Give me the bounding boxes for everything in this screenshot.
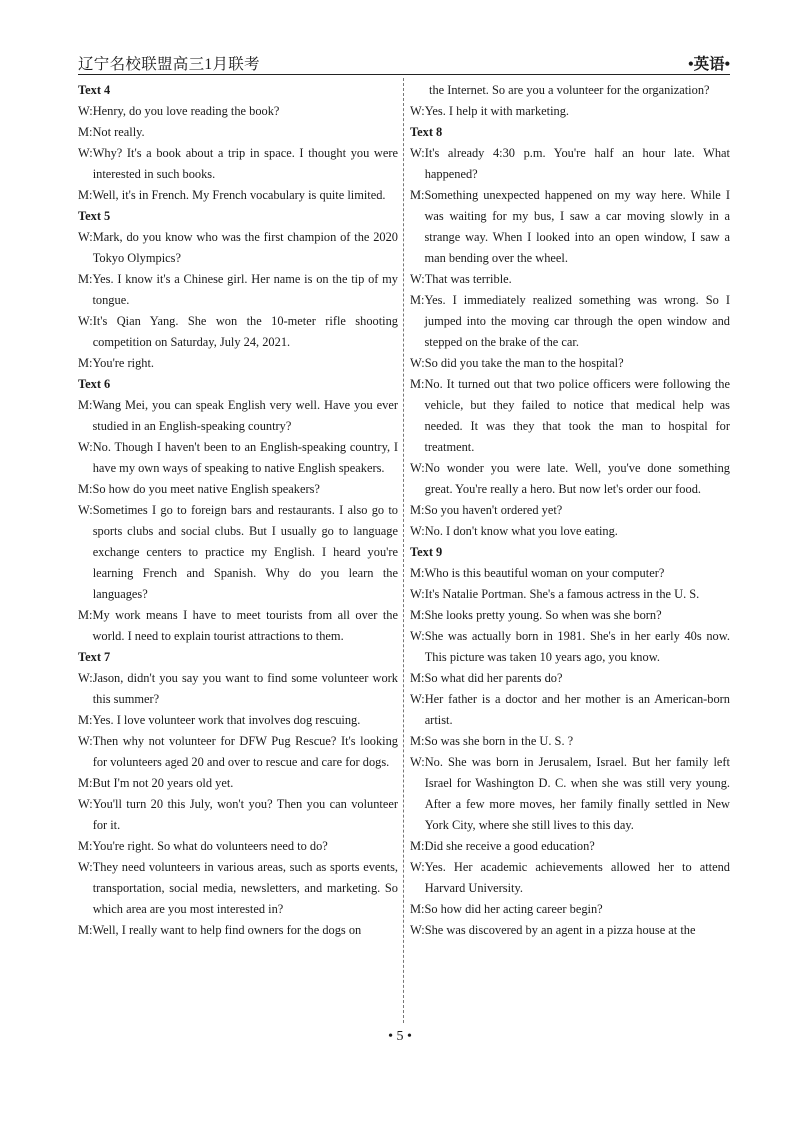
speaker-label: M: bbox=[78, 125, 93, 139]
dialogue-turn bbox=[78, 353, 398, 374]
speaker-label: W: bbox=[410, 923, 425, 937]
speaker-label: W: bbox=[410, 272, 425, 286]
dialogue-turn bbox=[410, 500, 730, 521]
speaker-label: W: bbox=[78, 734, 93, 748]
dialogue-text: She was discovered by an agent in a pizza house at the bbox=[424, 923, 696, 937]
dialogue-text: She looks pretty young. So when was she born? bbox=[424, 608, 662, 622]
dialogue-text: You're right. So what do volunteers need to do? bbox=[92, 839, 328, 853]
dialogue-text: You'll turn 20 this July, won't you? Then you can volunteer for it. bbox=[92, 797, 398, 832]
dialogue-text: Well, it's in French. My French vocabulary is quite limited. bbox=[92, 188, 386, 202]
speaker-label: W: bbox=[78, 314, 93, 328]
dialogue-text: Yes. I love volunteer work that involves dog rescuing. bbox=[92, 713, 361, 727]
dialogue-turn bbox=[410, 584, 730, 605]
dialogue-text: They need volunteers in various areas, such as sports events, transportation, social media, newsletters, and marketing. So which area are you most interested in? bbox=[92, 860, 398, 916]
dialogue-turn bbox=[78, 122, 398, 143]
dialogue-text: Mark, do you know who was the first champion of the 2020 Tokyo Olympics? bbox=[92, 230, 398, 265]
speaker-label: W: bbox=[410, 860, 425, 874]
speaker-label: W: bbox=[78, 503, 93, 517]
dialogue-turn bbox=[410, 920, 730, 941]
dialogue-text: Yes. Her academic achievements allowed her to attend Harvard University. bbox=[424, 860, 730, 895]
dialogue-turn bbox=[78, 731, 398, 773]
speaker-label: W: bbox=[410, 692, 425, 706]
dialogue-turn bbox=[78, 437, 398, 479]
section-heading: Text 9 bbox=[410, 545, 443, 559]
speaker-label: W: bbox=[78, 146, 93, 160]
header-rule bbox=[78, 74, 730, 75]
dialogue-turn bbox=[78, 605, 398, 647]
speaker-label: M: bbox=[78, 272, 93, 286]
dialogue-text: So did you take the man to the hospital? bbox=[424, 356, 624, 370]
dialogue-turn bbox=[410, 899, 730, 920]
dialogue-turn bbox=[410, 521, 730, 542]
dialogue-text: Jason, didn't you say you want to find some volunteer work this summer? bbox=[92, 671, 398, 706]
dialogue-text: Yes. I know it's a Chinese girl. Her name is on the tip of my tongue. bbox=[92, 272, 398, 307]
dialogue-text: My work means I have to meet tourists from all over the world. I need to explain tourist attractions to them. bbox=[92, 608, 398, 643]
dialogue-text: Why? It's a book about a trip in space. I thought you were interested in such books. bbox=[92, 146, 398, 181]
dialogue-turn bbox=[78, 920, 398, 941]
speaker-label: W: bbox=[78, 440, 93, 454]
dialogue-turn bbox=[78, 857, 398, 920]
speaker-label: M: bbox=[78, 482, 93, 496]
dialogue-turn bbox=[78, 710, 398, 731]
speaker-label: M: bbox=[78, 839, 93, 853]
section-heading: Text 6 bbox=[78, 377, 111, 391]
section-heading: Text 4 bbox=[78, 83, 111, 97]
speaker-label: W: bbox=[78, 671, 93, 685]
dialogue-text: No. Though I haven't been to an English-speaking country, I have my own ways of speaking to native English speakers. bbox=[92, 440, 398, 475]
section-heading: Text 8 bbox=[410, 125, 443, 139]
speaker-label: W: bbox=[78, 230, 93, 244]
dialogue-turn bbox=[410, 731, 730, 752]
speaker-label: W: bbox=[410, 104, 425, 118]
dialogue-text: Yes. I help it with marketing. bbox=[424, 104, 570, 118]
dialogue-text: She was actually born in 1981. She's in her early 40s now. This picture was taken 10 years ago, you know. bbox=[424, 629, 730, 664]
speaker-label: M: bbox=[78, 608, 93, 622]
speaker-label: M: bbox=[78, 398, 93, 412]
dialogue-text: Then why not volunteer for DFW Pug Rescue? It's looking for volunteers aged 20 and over to rescue and care for dogs. bbox=[92, 734, 398, 769]
speaker-label: M: bbox=[410, 839, 425, 853]
speaker-label: M: bbox=[78, 188, 93, 202]
dialogue-text: Well, I really want to help find owners for the dogs on bbox=[92, 923, 362, 937]
dialogue-text: It's already 4:30 p.m. You're half an hour late. What happened? bbox=[424, 146, 730, 181]
dialogue-turn bbox=[410, 374, 730, 458]
speaker-label: W: bbox=[410, 755, 425, 769]
dialogue-text: Not really. bbox=[92, 125, 145, 139]
dialogue-text: Sometimes I go to foreign bars and restaurants. I also go to sports clubs and social clubs. But I usually go to language exchange centers to practice my English. I heard you're learning French and Spanish. Why do you learn the languages? bbox=[92, 503, 398, 601]
speaker-label: W: bbox=[410, 629, 425, 643]
dialogue-text: But I'm not 20 years old yet. bbox=[92, 776, 234, 790]
speaker-label: W: bbox=[78, 797, 93, 811]
dialogue-turn bbox=[410, 290, 730, 353]
dialogue-text: No. It turned out that two police officers were following the vehicle, but they failed to notice that medical help was needed. It was they that took the man to hospital for treatment. bbox=[424, 377, 730, 454]
dialogue-text: So was she born in the U. S. ? bbox=[424, 734, 574, 748]
page-number: • 5 • bbox=[388, 1029, 412, 1044]
dialogue-turn bbox=[410, 836, 730, 857]
speaker-label: M: bbox=[78, 923, 93, 937]
right-column bbox=[410, 80, 730, 941]
speaker-label: W: bbox=[78, 860, 93, 874]
dialogue-text: Did she receive a good education? bbox=[424, 839, 595, 853]
speaker-label: W: bbox=[410, 587, 425, 601]
speaker-label: W: bbox=[410, 146, 425, 160]
dialogue-text: Who is this beautiful woman on your computer? bbox=[424, 566, 665, 580]
dialogue-turn bbox=[78, 101, 398, 122]
dialogue-text: It's Qian Yang. She won the 10-meter rifle shooting competition on Saturday, July 24, 2021. bbox=[92, 314, 398, 349]
dialogue-text: No. I don't know what you love eating. bbox=[424, 524, 618, 538]
speaker-label: M: bbox=[410, 671, 425, 685]
dialogue-text: Yes. I immediately realized something was wrong. So I jumped into the moving car through the open window and stepped on the brake of the car. bbox=[424, 293, 730, 349]
dialogue-turn bbox=[410, 689, 730, 731]
dialogue-continuation: the Internet. So are you a volunteer for the organization? bbox=[429, 83, 710, 97]
dialogue-turn bbox=[78, 311, 398, 353]
subject-label: •英语• bbox=[688, 56, 730, 73]
dialogue-turn bbox=[78, 794, 398, 836]
speaker-label: W: bbox=[410, 356, 425, 370]
speaker-label: M: bbox=[78, 713, 93, 727]
column-divider bbox=[403, 78, 404, 1023]
dialogue-turn bbox=[410, 185, 730, 269]
dialogue-text: So how do you meet native English speakers? bbox=[92, 482, 320, 496]
dialogue-turn bbox=[410, 353, 730, 374]
exam-title: 辽宁名校联盟高三1月联考 bbox=[78, 56, 260, 73]
dialogue-turn bbox=[410, 626, 730, 668]
speaker-label: M: bbox=[78, 356, 93, 370]
dialogue-turn bbox=[78, 836, 398, 857]
dialogue-turn bbox=[410, 752, 730, 836]
dialogue-text: So you haven't ordered yet? bbox=[424, 503, 563, 517]
dialogue-text: It's Natalie Portman. She's a famous actress in the U. S. bbox=[424, 587, 700, 601]
speaker-label: M: bbox=[410, 188, 425, 202]
dialogue-turn bbox=[410, 269, 730, 290]
dialogue-text: Henry, do you love reading the book? bbox=[92, 104, 280, 118]
dialogue-turn bbox=[410, 143, 730, 185]
dialogue-turn bbox=[78, 773, 398, 794]
dialogue-turn bbox=[78, 395, 398, 437]
speaker-label: W: bbox=[410, 461, 425, 475]
speaker-label: M: bbox=[410, 503, 425, 517]
speaker-label: M: bbox=[410, 902, 425, 916]
dialogue-turn bbox=[78, 479, 398, 500]
dialogue-text: No wonder you were late. Well, you've done something great. You're really a hero. But now let's order our food. bbox=[424, 461, 730, 496]
dialogue-turn bbox=[410, 857, 730, 899]
section-heading: Text 5 bbox=[78, 209, 111, 223]
dialogue-text: No. She was born in Jerusalem, Israel. But her family left Israel for Washington D. C. when she was still very young. After a few more moves, her family finally settled in New York City, where she still lives to this day. bbox=[424, 755, 730, 832]
dialogue-text: So how did her acting career begin? bbox=[424, 902, 603, 916]
dialogue-turn bbox=[78, 500, 398, 605]
speaker-label: W: bbox=[410, 524, 425, 538]
dialogue-turn bbox=[410, 668, 730, 689]
speaker-label: M: bbox=[410, 293, 425, 307]
dialogue-turn bbox=[78, 269, 398, 311]
dialogue-text: Her father is a doctor and her mother is an American-born artist. bbox=[424, 692, 730, 727]
dialogue-text: Wang Mei, you can speak English very well. Have you ever studied in an English-speaking country? bbox=[92, 398, 398, 433]
dialogue-text: Something unexpected happened on my way here. While I was waiting for my bus, I saw a car moving slowly in a strange way. When I looked into an open window, I saw a man bending over the wheel. bbox=[424, 188, 730, 265]
dialogue-text: So what did her parents do? bbox=[424, 671, 563, 685]
dialogue-turn bbox=[410, 563, 730, 584]
speaker-label: M: bbox=[410, 734, 425, 748]
speaker-label: M: bbox=[410, 377, 425, 391]
dialogue-turn bbox=[410, 101, 730, 122]
section-heading: Text 7 bbox=[78, 650, 111, 664]
dialogue-turn bbox=[410, 458, 730, 500]
dialogue-text: That was terrible. bbox=[424, 272, 512, 286]
dialogue-turn bbox=[78, 143, 398, 185]
speaker-label: M: bbox=[410, 566, 425, 580]
speaker-label: W: bbox=[78, 104, 93, 118]
speaker-label: M: bbox=[78, 776, 93, 790]
page-header bbox=[78, 52, 730, 76]
left-column bbox=[78, 80, 398, 941]
dialogue-turn bbox=[410, 605, 730, 626]
speaker-label: M: bbox=[410, 608, 425, 622]
dialogue-turn bbox=[78, 668, 398, 710]
dialogue-turn bbox=[78, 185, 398, 206]
dialogue-text: You're right. bbox=[92, 356, 155, 370]
dialogue-turn bbox=[78, 227, 398, 269]
